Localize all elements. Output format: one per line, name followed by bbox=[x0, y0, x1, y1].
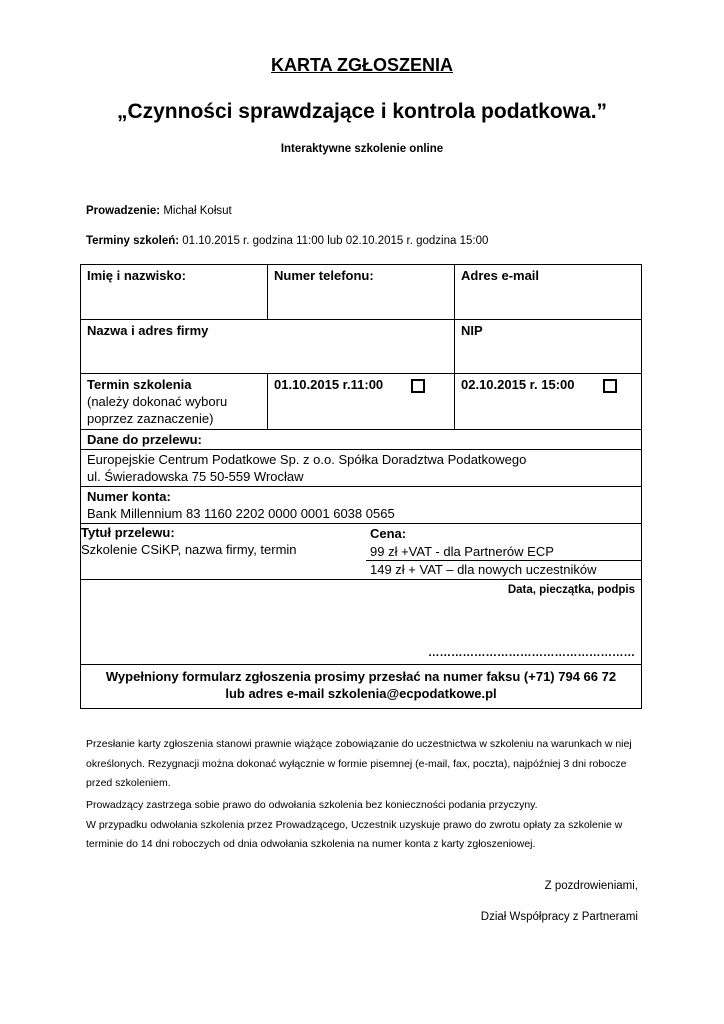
submission-info bbox=[81, 665, 642, 709]
term-cell bbox=[81, 374, 268, 430]
option-2-cell[interactable] bbox=[455, 374, 642, 430]
term-hint: (należy dokonać wyboru poprzez zaznaczenie) bbox=[87, 394, 228, 426]
transfer-address: ul. Świeradowska 75 50-559 Wrocław bbox=[87, 469, 304, 484]
refund-terms: W przypadku odwołania szkolenia przez Prowadzącego, Uczestnik uzyskuje prawo do zwrotu opłaty za szkolenie w terminie do 14 dni roboczych od dnia odwołania szkolenia na numer konta z karty zgłoszeniowej. bbox=[86, 818, 623, 850]
closing-greeting: Z pozdrowieniami, bbox=[544, 880, 638, 892]
dates-label: Terminy szkoleń: bbox=[86, 235, 180, 247]
signature-field[interactable] bbox=[81, 580, 642, 665]
account-cell bbox=[81, 487, 642, 524]
dates-line bbox=[86, 235, 488, 247]
closing-signature: Dział Współpracy z Partnerami bbox=[480, 911, 638, 923]
binding-notice: Przesłanie karty zgłoszenia stanowi prawnie wiążące zobowiązanie do uczestnictwa w szkoleniu na warunkach w niej określonych. Rezygnacji można dokonać wyłącznie w formie pisemnej (e-mail, fax, poczta), najpóźniej 3 dni robocze przed szkoleniem. bbox=[86, 738, 632, 789]
transfer-company: Europejskie Centrum Podatkowe Sp. z o.o. Spółka Doradztwa Podatkowego bbox=[87, 452, 527, 467]
option-1-label: 01.10.2015 r.11:00 bbox=[274, 377, 384, 392]
price-new: 149 zł + VAT – dla nowych uczestników bbox=[370, 562, 597, 577]
price-label: Cena: bbox=[370, 526, 407, 541]
option-1-cell[interactable] bbox=[268, 374, 455, 430]
transfer-details bbox=[81, 450, 642, 487]
email-instruction: lub adres e-mail szkolenia@ecpodatkowe.pl bbox=[225, 686, 497, 701]
price-partners: 99 zł +VAT - dla Partnerów ECP bbox=[366, 543, 642, 561]
signature-line: ……………………………………………… bbox=[428, 647, 635, 659]
company-label: Nazwa i adres firmy bbox=[87, 323, 209, 338]
training-title: „Czynności sprawdzające i kontrola podatkowa.” bbox=[116, 100, 608, 123]
transfer-title-value: Szkolenie CSiKP, nazwa firmy, termin bbox=[81, 542, 297, 557]
phone-label: Numer telefonu: bbox=[274, 268, 374, 283]
option-2-checkbox[interactable] bbox=[603, 379, 617, 393]
account-label: Numer konta: bbox=[87, 489, 171, 504]
company-field[interactable] bbox=[81, 320, 455, 374]
instructor-label: Prowadzenie: bbox=[86, 205, 161, 217]
name-label: Imię i nazwisko: bbox=[87, 268, 186, 283]
term-label: Termin szkolenia bbox=[87, 377, 192, 392]
email-field[interactable] bbox=[455, 265, 642, 320]
page-title: KARTA ZGŁOSZENIA bbox=[271, 55, 453, 75]
option-2-label: 02.10.2015 r. 15:00 bbox=[461, 377, 575, 392]
instructor-line bbox=[86, 205, 232, 217]
cancellation-right: Prowadzący zastrzega sobie prawo do odwołania szkolenia bez konieczności podania przyczyny. bbox=[86, 799, 538, 811]
phone-field[interactable] bbox=[268, 265, 455, 320]
fax-instruction: Wypełniony formularz zgłoszenia prosimy przesłać na numer faksu (+71) 794 66 72 bbox=[105, 669, 617, 684]
email-label: Adres e-mail bbox=[461, 268, 540, 283]
nip-label: NIP bbox=[461, 323, 483, 338]
cancellation-notice bbox=[86, 796, 646, 855]
training-format: Interaktywne szkolenie online bbox=[280, 143, 444, 155]
payment-cell bbox=[81, 524, 642, 580]
transfer-label: Dane do przelewu: bbox=[87, 432, 202, 447]
transfer-title-label: Tytuł przelewu: bbox=[81, 525, 175, 540]
account-number: Bank Millennium 83 1160 2202 0000 0001 6038 0565 bbox=[87, 506, 395, 521]
registration-form bbox=[80, 264, 642, 709]
nip-field[interactable] bbox=[455, 320, 642, 374]
name-field[interactable] bbox=[81, 265, 268, 320]
transfer-title-cell bbox=[81, 524, 366, 579]
option-1-checkbox[interactable] bbox=[411, 379, 425, 393]
dates-value: 01.10.2015 r. godzina 11:00 lub 02.10.2015 r. godzina 15:00 bbox=[179, 235, 489, 247]
instructor-name: Michał Kołsut bbox=[160, 205, 232, 217]
price-cell bbox=[366, 524, 642, 579]
transfer-heading bbox=[81, 430, 642, 450]
signature-label: Data, pieczątka, podpis bbox=[507, 584, 635, 596]
